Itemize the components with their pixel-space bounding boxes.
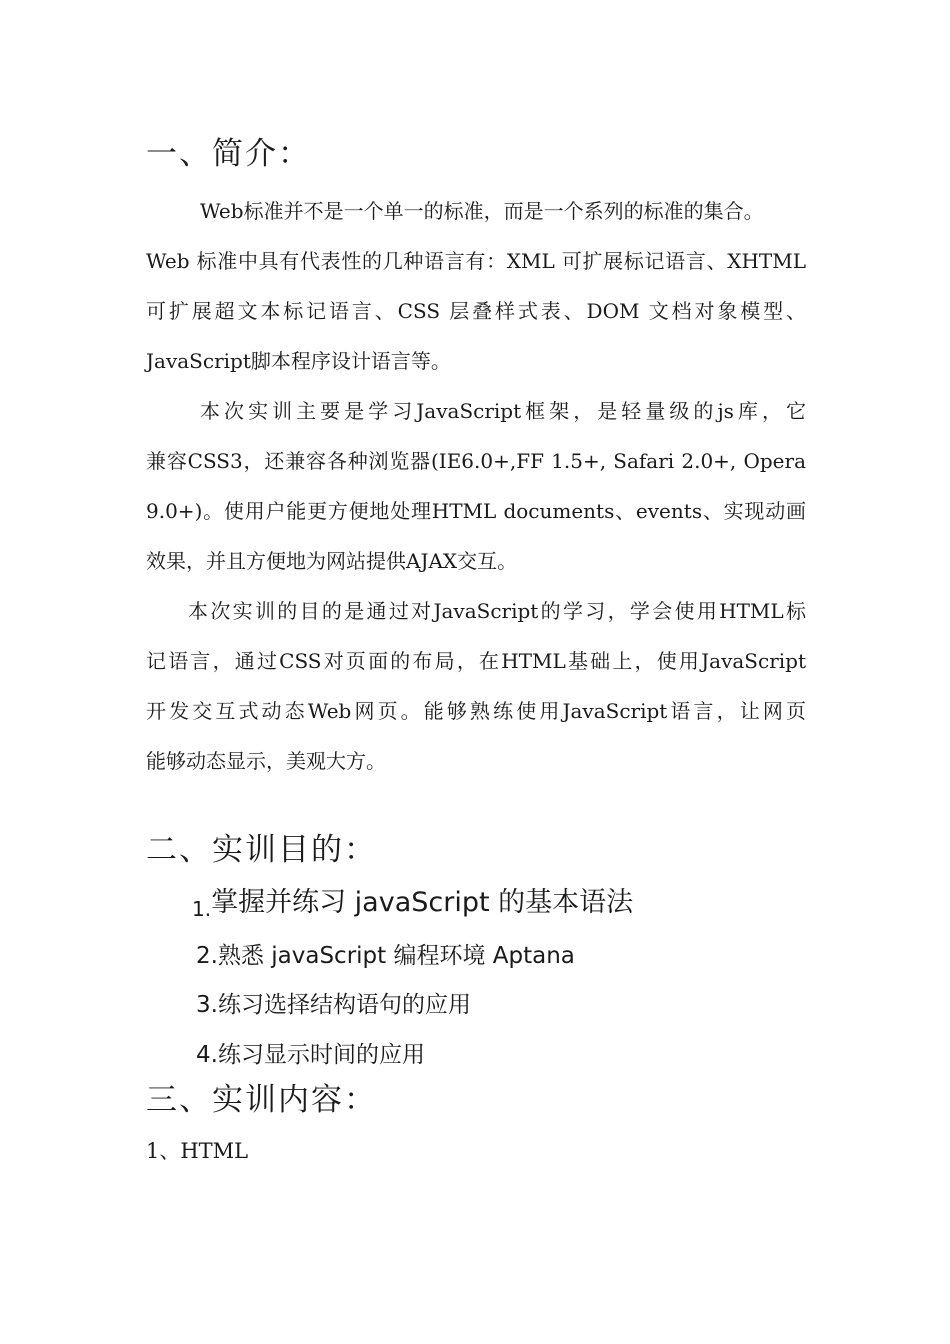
paragraph-line: 可扩展超文本标记语言、CSS 层叠样式表、DOM 文档对象模型、 [146, 299, 806, 323]
paragraph-line: 9.0+)。使用户能更方便地处理HTML documents、events、实现动画 [146, 499, 806, 523]
objective-number: 3. [196, 992, 218, 1018]
objective-number: 4. [196, 1042, 218, 1068]
objective-item [192, 886, 633, 923]
objective-text: 练习选择结构语句的应用 [217, 992, 471, 1018]
paragraph-line: 记语言，通过CSS对页面的布局，在HTML基础上，使用JavaScript [146, 649, 806, 673]
section-heading-content: 三、实训内容： [146, 1082, 377, 1118]
paragraph-line: Web 标准中具有代表性的几种语言有：XML 可扩展标记语言、XHTML [146, 249, 806, 273]
paragraph-line: 能够动态显示，美观大方。 [146, 749, 386, 773]
objective-number: 1. [192, 897, 212, 921]
objective-text: 熟悉 javaScript 编程环境 Aptana [217, 943, 575, 969]
paragraph-line: 效果，并且方便地为网站提供AJAX交互。 [146, 549, 518, 573]
objective-number: 2. [196, 943, 218, 969]
paragraph-line: 本次实训的目的是通过对JavaScript的学习，学会使用HTML标 [188, 599, 806, 623]
objective-text: 练习显示时间的应用 [217, 1042, 425, 1068]
objective-item [196, 988, 471, 1022]
section-heading-intro: 一、简介： [146, 136, 311, 172]
section-heading-objectives: 二、实训目的： [146, 832, 377, 868]
objective-item [196, 939, 575, 973]
paragraph-line: Web标准并不是一个单一的标准，而是一个系列的标准的集合。 [200, 199, 764, 223]
objective-text: 掌握并练习 javaScript 的基本语法 [211, 887, 634, 918]
paragraph-line: 开发交互式动态Web网页。能够熟练使用JavaScript语言，让网页 [146, 699, 806, 723]
objective-item [196, 1038, 425, 1072]
content-subheading: 1、HTML [146, 1139, 249, 1163]
paragraph-line: 兼容CSS3，还兼容各种浏览器(IE6.0+,FF 1.5+, Safari 2.0+, Opera [146, 449, 806, 473]
paragraph-line: JavaScript脚本程序设计语言等。 [146, 349, 451, 373]
paragraph-line: 本次实训主要是学习JavaScript框架，是轻量级的js库，它 [200, 399, 806, 423]
